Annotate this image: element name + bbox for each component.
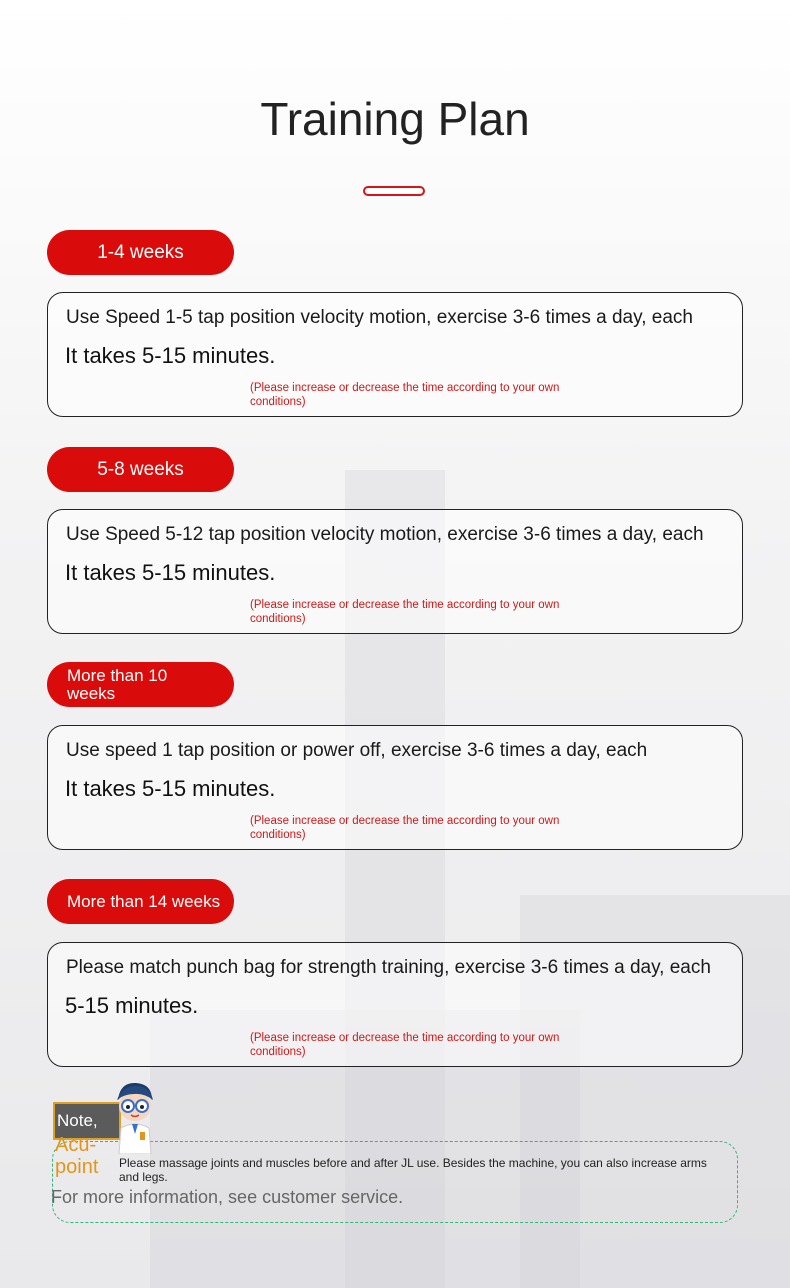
phase-badge-label: 5-8 weeks — [97, 458, 184, 480]
acupoint-label: Acu-point — [55, 1134, 99, 1178]
phase-badge-label: 1-4 weeks — [97, 241, 184, 263]
title-underline — [363, 186, 425, 196]
phase-instruction: Use speed 1 tap position or power off, exercise 3-6 times a day, each — [66, 740, 648, 761]
phase-badge-1-4-weeks — [47, 230, 234, 275]
phase-badge-label: More than 10 weeks — [67, 665, 168, 703]
phase-card-more-than-10-weeks — [47, 725, 743, 850]
phase-instruction: Please match punch bag for strength training, exercise 3-6 times a day, each — [66, 957, 711, 978]
phase-note: (Please increase or decrease the time according to your own conditions) — [250, 599, 560, 625]
phase-card-5-8-weeks — [47, 509, 743, 634]
phase-instruction: Use Speed 1-5 tap position velocity motion, exercise 3-6 times a day, each — [66, 307, 693, 328]
phase-duration: It takes 5-15 minutes. — [65, 560, 276, 585]
phase-duration: It takes 5-15 minutes. — [65, 343, 276, 368]
doctor-avatar-icon — [110, 1080, 158, 1154]
note-tag: Note, — [53, 1102, 121, 1140]
phase-note: (Please increase or decrease the time according to your own conditions) — [250, 1032, 560, 1058]
phase-badge-5-8-weeks — [47, 447, 234, 492]
phase-note: (Please increase or decrease the time according to your own conditions) — [250, 815, 560, 841]
page-title: Training Plan — [260, 93, 530, 145]
phase-badge-more-than-14-weeks — [47, 879, 234, 924]
phase-duration: 5-15 minutes. — [65, 993, 199, 1018]
tip-text: Please massage joints and muscles before and after JL use. Besides the machine, you can also increase arms and legs. — [119, 1156, 707, 1184]
phase-card-1-4-weeks — [47, 292, 743, 417]
phase-instruction: Use Speed 5-12 tap position velocity motion, exercise 3-6 times a day, each — [66, 524, 704, 545]
phase-duration: It takes 5-15 minutes. — [65, 776, 276, 801]
phase-note: (Please increase or decrease the time according to your own conditions) — [250, 382, 560, 408]
phase-card-more-than-14-weeks — [47, 942, 743, 1067]
customer-service-text: For more information, see customer service. — [51, 1187, 404, 1207]
phase-badge-more-than-10-weeks — [47, 662, 234, 707]
phase-badge-label: More than 14 weeks — [67, 891, 221, 911]
